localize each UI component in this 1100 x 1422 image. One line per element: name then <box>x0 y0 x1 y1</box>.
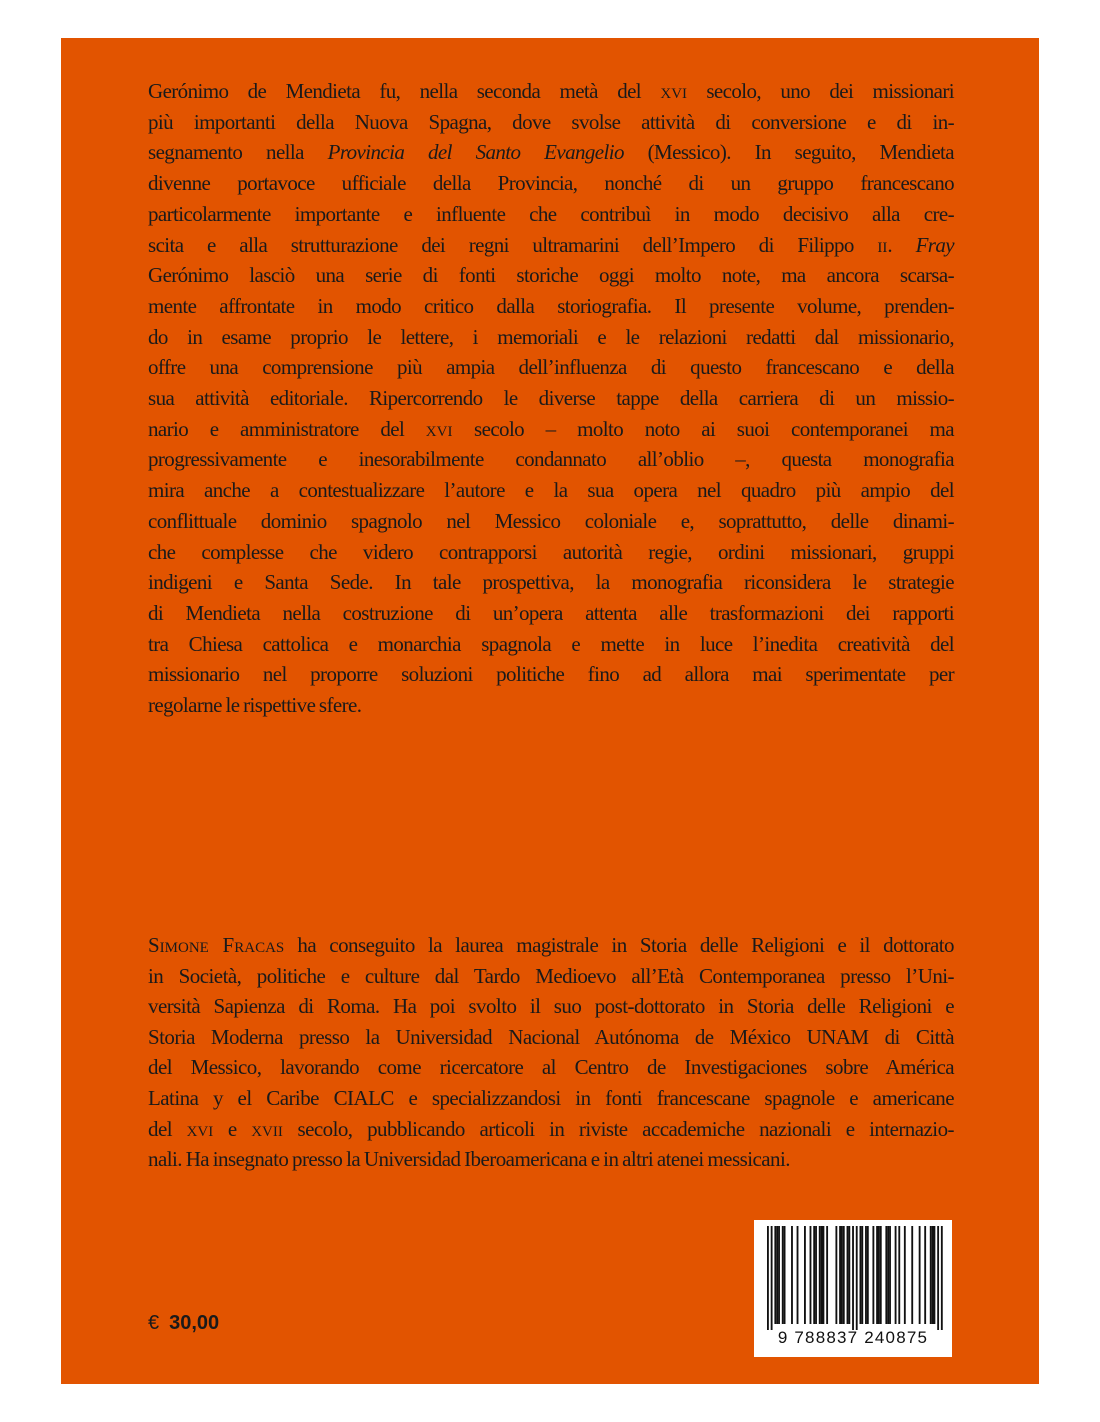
barcode-bar <box>889 1226 891 1324</box>
barcode-bar <box>823 1226 825 1324</box>
barcode-bar <box>880 1226 882 1324</box>
bio-line: del xvi e xvii secolo, pubblicando articoli in riviste accademiche nazionali e internazio- <box>148 1116 954 1141</box>
barcode-bar <box>865 1226 867 1324</box>
bio-line: nali. Ha insegnato presso la Universidad Iberoamericana e in altri atenei messicani. <box>148 1147 790 1172</box>
barcode-bar <box>826 1226 828 1324</box>
barcode-bar <box>924 1226 926 1324</box>
price-label <box>148 1312 219 1335</box>
barcode-bar <box>887 1226 889 1324</box>
isbn-barcode <box>754 1220 952 1357</box>
blurb-line: missionario nel proporre soluzioni politiche fino ad allora mai sperimentate per <box>148 662 954 687</box>
bio-line: Latina y el Caribe CIALC e specializzandosi in fonti francescane spagnole e americane <box>148 1085 954 1110</box>
blurb-line: segnamento nella Provincia del Santo Evangelio (Messico). In seguito, Mendieta <box>148 140 954 165</box>
barcode-bar <box>810 1226 812 1324</box>
blurb-line: scita e alla strutturazione dei regni ultramarini dell’Impero di Filippo ii. Fray <box>148 232 954 257</box>
small-caps-text: xvii <box>251 1116 283 1141</box>
barcode-bar <box>861 1226 863 1324</box>
barcode-bar <box>895 1226 897 1324</box>
barcode-bar <box>867 1226 869 1324</box>
barcode-bar <box>821 1226 823 1324</box>
blurb-line: divenne portavoce ufficiale della Provincia, nonché di un gruppo francescano <box>148 171 954 196</box>
blurb-line: Gerónimo de Mendieta fu, nella seconda metà del xvi secolo, uno dei missionari <box>148 79 954 103</box>
blurb-line: do in esame proprio le lettere, i memoriali e le relazioni redatti dal missionario, <box>148 324 954 349</box>
barcode-bars <box>754 1220 952 1330</box>
barcode-bar <box>898 1226 900 1324</box>
barcode-bar <box>937 1226 939 1330</box>
italic-text: Provincia del Santo Evangelio <box>327 140 624 165</box>
barcode-bar <box>885 1226 887 1324</box>
small-caps-text: Simone Fracas <box>148 933 285 957</box>
barcode-bar <box>847 1226 849 1324</box>
small-caps-text: ii <box>877 232 888 257</box>
book-blurb <box>148 76 954 721</box>
blurb-line: progressivamente e inesorabilmente condannato all’oblio –, questa monografia <box>148 447 954 472</box>
blurb-line: offre una comprensione più ampia dell’influenza di questo francescano e della <box>148 355 954 380</box>
barcode-bar <box>876 1226 878 1324</box>
barcode-bar <box>778 1226 780 1324</box>
bio-line: del Messico, lavorando come ricercatore al Centro de Investigaciones sobre América <box>148 1055 954 1080</box>
barcode-bar <box>774 1226 776 1324</box>
bio-line: in Società, politiche e culture dal Tardo Medioevo all’Età Contemporanea presso l’Uni- <box>148 963 954 988</box>
bio-line: Simone Fracas ha conseguito la laurea magistrale in Storia delle Religioni e il dottorato <box>148 933 954 957</box>
barcode-bar <box>934 1226 936 1324</box>
blurb-line: regolarne le rispettive sfere. <box>148 693 362 718</box>
barcode-bar <box>860 1226 862 1324</box>
barcode-bar <box>932 1226 934 1324</box>
blurb-line: conflittuale dominio spagnolo nel Messico coloniale e, soprattutto, delle dinami- <box>148 508 954 533</box>
blurb-line: mente affrontate in modo critico dalla storiografia. Il presente volume, prenden- <box>148 293 954 318</box>
barcode-bar <box>941 1226 943 1330</box>
barcode-bar <box>813 1226 815 1324</box>
italic-text: Fray <box>915 232 954 257</box>
author-bio <box>148 930 954 1175</box>
barcode-bar <box>771 1226 773 1330</box>
barcode-bar <box>843 1226 845 1324</box>
blurb-line: nario e amministratore del xvi secolo – molto noto ai suoi contemporanei ma <box>148 416 954 441</box>
barcode-bar <box>872 1226 874 1324</box>
bio-line: versità Sapienza di Roma. Ha poi svolto il suo post-dottorato in Storia delle Religioni e <box>148 994 954 1019</box>
isbn-number: 9 788837 240875 <box>777 1328 929 1347</box>
barcode-bar <box>797 1226 799 1324</box>
small-caps-text: xvi <box>425 416 453 441</box>
blurb-line: mira anche a contestualizzare l’autore e la sua opera nel quadro più ampio del <box>148 478 954 503</box>
blurb-line: indigeni e Santa Sede. In tale prospettiva, la monografia riconsidera le strategie <box>148 570 954 595</box>
barcode-bar <box>919 1226 921 1324</box>
small-caps-text: xvi <box>186 1116 214 1141</box>
barcode-bar <box>767 1226 769 1330</box>
blurb-line: che complesse che videro contrapporsi autorità regie, ordini missionari, gruppi <box>148 539 954 564</box>
barcode-bar <box>791 1226 793 1324</box>
blurb-line: particolarmente importante e influente che contribuì in modo decisivo alla cre- <box>148 201 954 226</box>
blurb-line: Gerónimo lasciò una serie di fonti storiche oggi molto note, ma ancora scarsa- <box>148 263 954 288</box>
barcode-bar <box>784 1226 786 1324</box>
barcode-bar <box>848 1226 850 1324</box>
barcode-bar <box>878 1226 880 1324</box>
barcode-bar <box>819 1226 821 1324</box>
barcode-bar <box>782 1226 784 1324</box>
currency-symbol: € <box>148 1312 160 1334</box>
barcode-bar <box>815 1226 817 1324</box>
barcode-bar <box>852 1226 854 1330</box>
barcode-bar <box>841 1226 843 1324</box>
bio-line: Storia Moderna presso la Universidad Nacional Autónoma de México UNAM di Città <box>148 1024 954 1049</box>
barcode-bar <box>835 1226 837 1324</box>
blurb-line: di Mendieta nella costruzione di un’opera attenta alle trasformazioni dei rapporti <box>148 600 954 625</box>
barcode-bar <box>839 1226 841 1324</box>
blurb-line: tra Chiesa cattolica e monarchia spagnola e mette in luce l’inedita creatività del <box>148 631 954 656</box>
barcode-bar <box>804 1226 806 1324</box>
small-caps-text: xvi <box>660 79 688 103</box>
barcode-bar <box>856 1226 858 1330</box>
barcode-bar <box>911 1226 913 1324</box>
barcode-bar <box>930 1226 932 1324</box>
barcode-bar <box>904 1226 906 1324</box>
price-amount: 30,00 <box>169 1312 220 1334</box>
blurb-line: più importanti della Nuova Spagna, dove svolse attività di conversione e di in- <box>148 109 954 134</box>
barcode-bar <box>776 1226 778 1324</box>
blurb-line: sua attività editoriale. Ripercorrendo le diverse tappe della carriera di un missio- <box>148 386 954 411</box>
